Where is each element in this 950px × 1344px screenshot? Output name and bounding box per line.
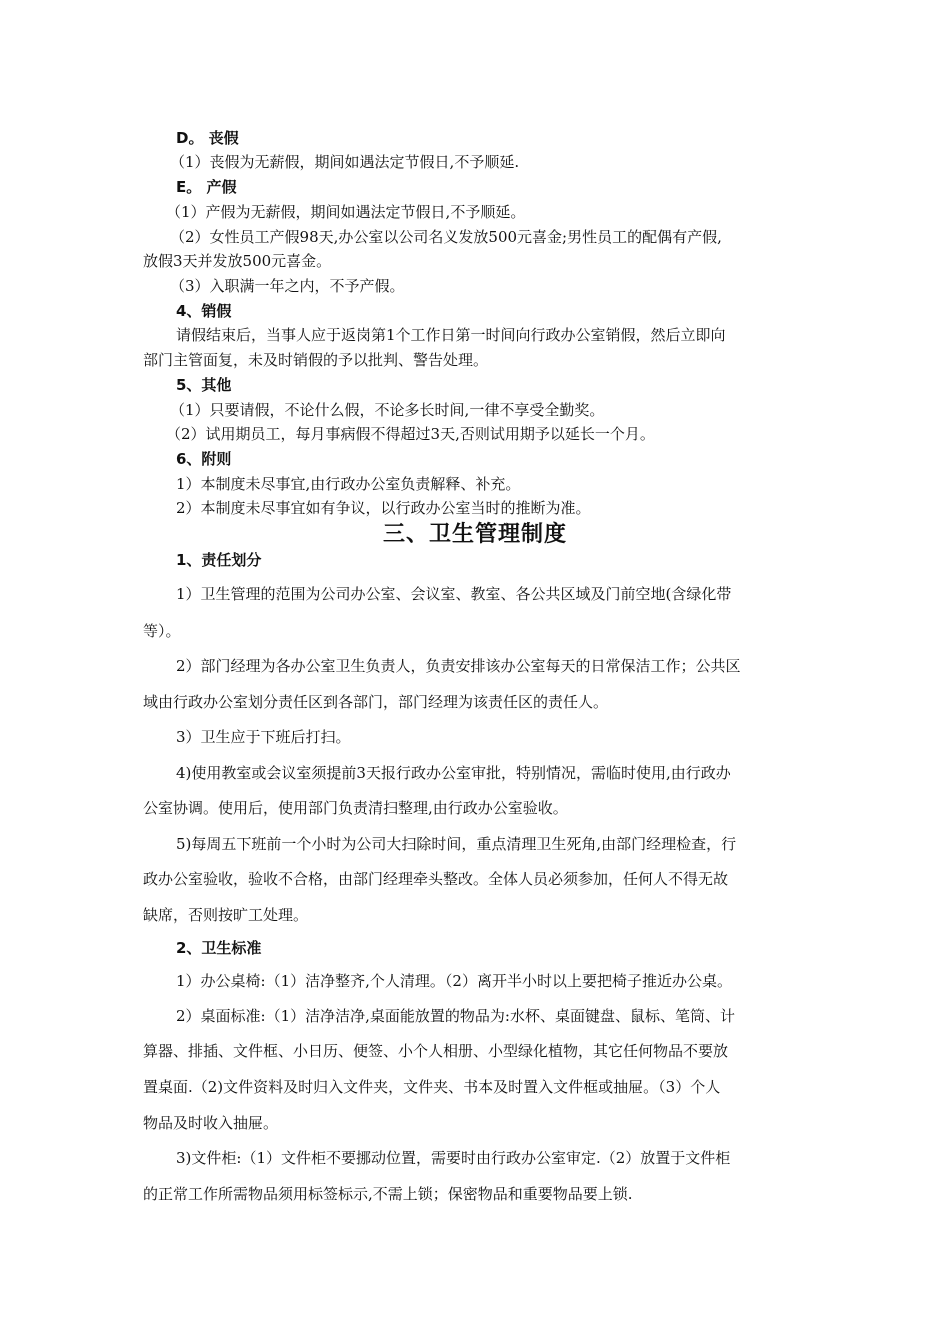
paragraph-line: （1）只要请假，不论什么假，不论多长时间,一律不享受全勤奖。 [170,401,605,419]
paragraph-line: 2）桌面标准:（1）洁净洁净,桌面能放置的物品为:水杯、桌面键盘、鼠标、笔筒、计 [176,1007,735,1025]
heading-funeral-leave: D。 丧假 [176,129,239,147]
paragraph-line: 放假3天并发放500元喜金。 [143,252,332,270]
paragraph-line: （2）试用期员工，每月事病假不得超过3天,否则试用期予以延长一个月。 [166,425,655,443]
paragraph-line: 算器、排插、文件框、小日历、便签、小个人相册、小型绿化植物，其它任何物品不要放 [143,1042,729,1060]
paragraph-line: 部门主管面复，未及时销假的予以批判、警告处理。 [143,351,489,369]
paragraph-line: 等）。 [143,622,181,640]
heading-maternity-leave: E。 产假 [176,178,237,196]
paragraph-line: 1）本制度未尽事宜,由行政办公室负责解释、补充。 [176,475,521,493]
paragraph-line: （1）产假为无薪假，期间如遇法定节假日,不予顺延。 [166,203,526,221]
paragraph-line: 2）本制度未尽事宜如有争议，以行政办公室当时的推断为准。 [176,499,591,517]
paragraph-line: 域由行政办公室划分责任区到各部门，部门经理为该责任区的责任人。 [143,693,609,711]
heading-responsibility: 1、责任划分 [176,551,262,569]
heading-hygiene-standard: 2、卫生标准 [176,939,262,957]
paragraph-line: 1）办公桌椅:（1）洁净整齐,个人清理。（2）离开半小时以上要把椅子推近办公桌。 [176,972,732,990]
paragraph-line: （1）丧假为无薪假，期间如遇法定节假日,不予顺延. [170,153,520,171]
paragraph-line: 4)使用教室或会议室须提前3天报行政办公室审批，特别情况，需临时使用,由行政办 [176,764,731,782]
chapter-title: 三、卫生管理制度 [382,522,567,547]
paragraph-line: 请假结束后，当事人应于返岗第1个工作日第一时间向行政办公室销假，然后立即向 [176,326,726,344]
paragraph-line: 物品及时收入抽屉。 [143,1114,279,1132]
heading-other: 5、其他 [176,376,232,394]
paragraph-line: 的正常工作所需物品须用标签标示,不需上锁；保密物品和重要物品要上锁. [143,1185,633,1203]
paragraph-line: 5)每周五下班前一个小时为公司大扫除时间，重点清理卫生死角,由部门经理检查，行 [176,835,737,853]
paragraph-line: 2）部门经理为各办公室卫生负责人，负责安排该办公室每天的日常保洁工作；公共区 [176,657,741,675]
paragraph-line: 3)文件柜:（1）文件柜不要挪动位置，需要时由行政办公室审定.（2）放置于文件柜 [176,1149,731,1167]
heading-supplementary: 6、附则 [176,450,232,468]
paragraph-line: 3）卫生应于下班后打扫。 [176,728,351,746]
paragraph-line: （2）女性员工产假98天,办公室以公司名义发放500元喜金;男性员工的配偶有产假, [170,228,722,246]
paragraph-line: 缺席，否则按旷工处理。 [143,906,309,924]
heading-cancel-leave: 4、销假 [176,302,232,320]
paragraph-line: 1）卫生管理的范围为公司办公室、会议室、教室、各公共区域及门前空地(含绿化带 [176,585,732,603]
paragraph-line: 公室协调。使用后，使用部门负责清扫整理,由行政办公室验收。 [143,799,568,817]
paragraph-line: （3）入职满一年之内，不予产假。 [170,277,405,295]
paragraph-line: 政办公室验收，验收不合格，由部门经理牵头整改。全体人员必须参加，任何人不得无故 [143,870,729,888]
paragraph-line: 置桌面.（2)文件资料及时归入文件夹，文件夹、书本及时置入文件框或抽屉。（3）个人 [143,1078,721,1096]
